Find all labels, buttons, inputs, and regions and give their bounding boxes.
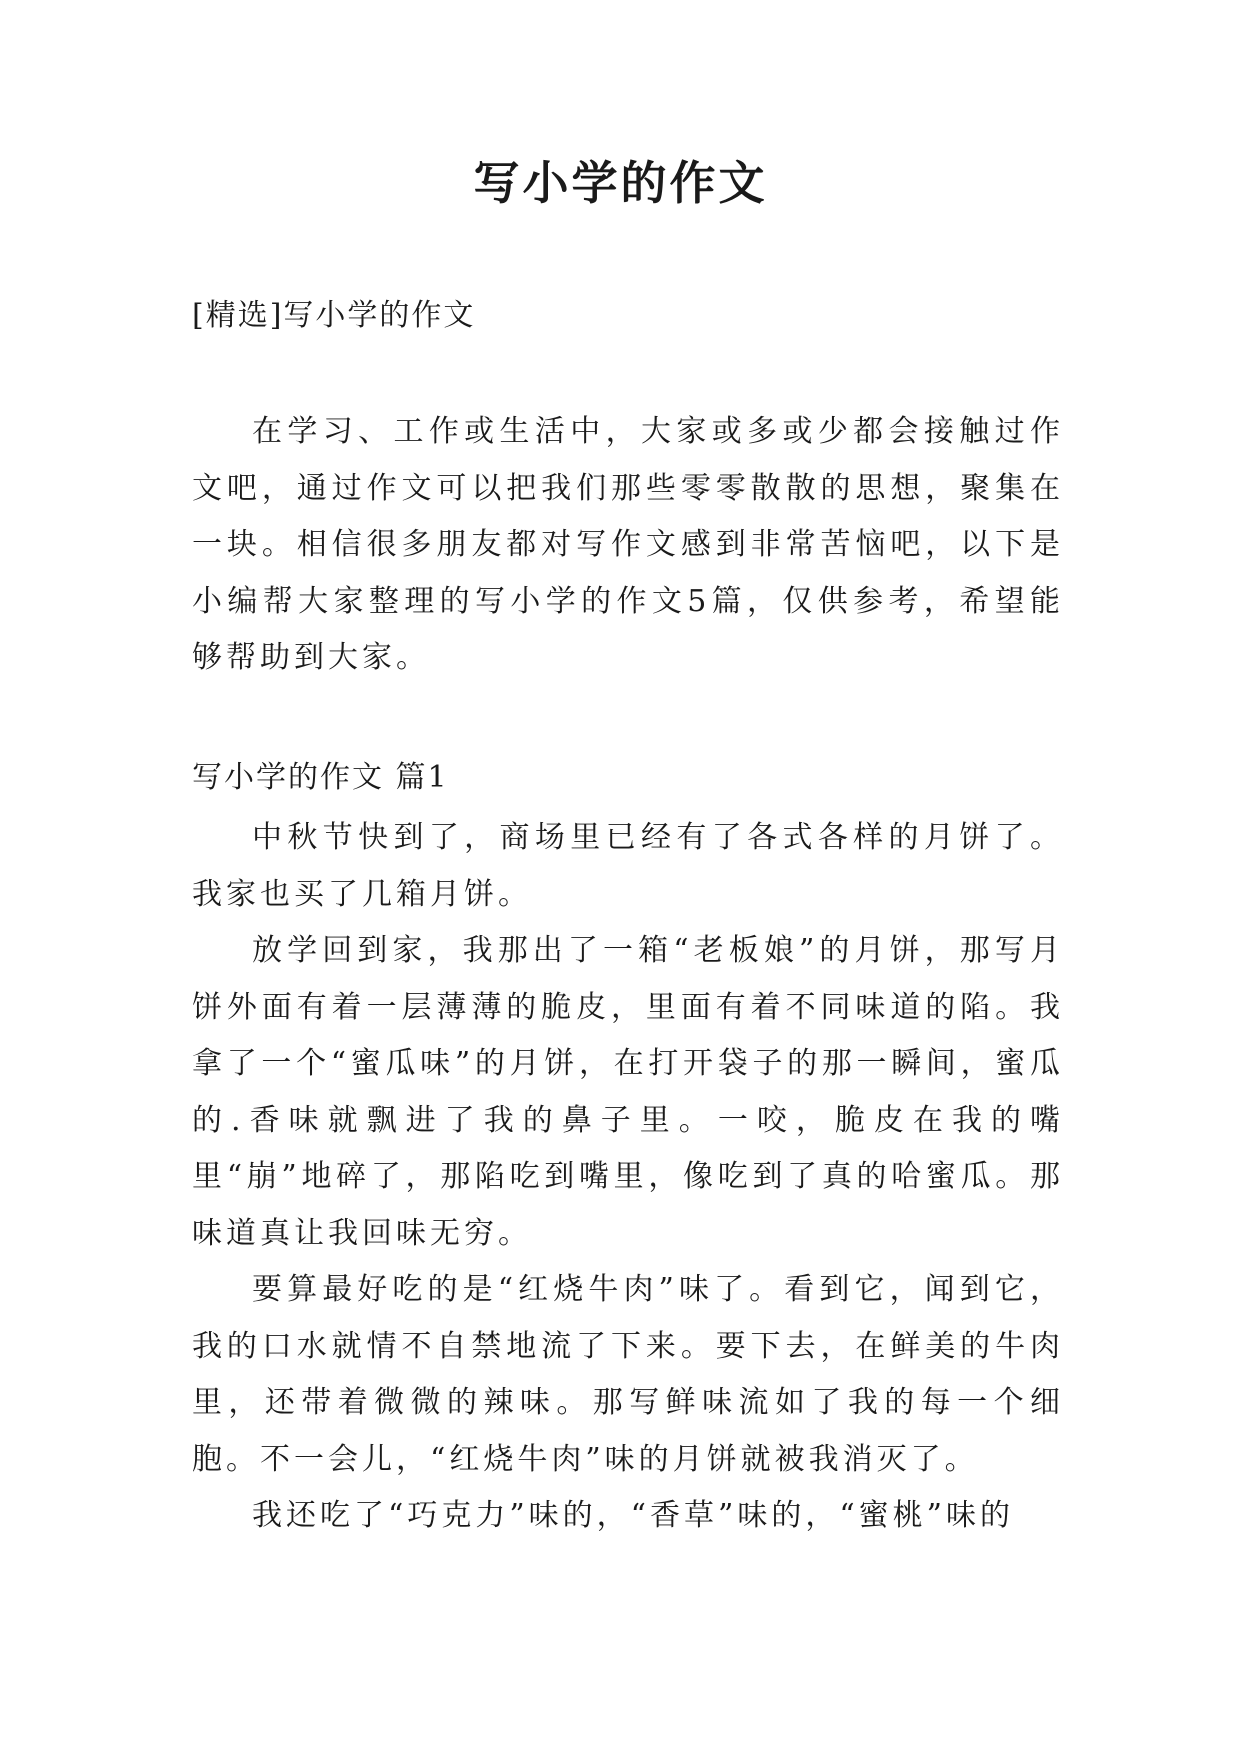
document-subtitle: [精选]写小学的作文 bbox=[192, 298, 476, 333]
intro-block bbox=[192, 404, 1064, 687]
essay-body bbox=[192, 810, 1064, 1545]
essay-paragraph: 中秋节快到了，商场里已经有了各式各样的月饼了。我家也买了几箱月饼。 bbox=[192, 820, 1064, 912]
essay-paragraph: 要算最好吃的是“红烧牛肉”味了。看到它，闻到它，我的口水就情不自禁地流了下来。要下去，在鲜美的牛肉里，还带着微微的辣味。那写鲜味流如了我的每一个细胞。不一会儿，“红烧牛肉”味的月饼就被我消灭了。 bbox=[192, 1272, 1064, 1477]
essay-paragraph: 我还吃了“巧克力”味的，“香草”味的，“蜜桃”味的 bbox=[252, 1498, 1015, 1533]
section-heading: 写小学的作文 篇1 bbox=[192, 760, 449, 795]
document-title: 写小学的作文 bbox=[473, 156, 768, 210]
intro-paragraph: 在学习、工作或生活中，大家或多或少都会接触过作文吧，通过作文可以把我们那些零零散散的思想，聚集在一块。相信很多朋友都对写作文感到非常苦恼吧，以下是小编帮大家整理的写小学的作文5篇，仅供参考，希望能够帮助到大家。 bbox=[192, 414, 1064, 675]
essay-paragraph: 放学回到家，我那出了一箱“老板娘”的月饼，那写月饼外面有着一层薄薄的脆皮，里面有着不同味道的陷。我拿了一个“蜜瓜味”的月饼，在打开袋子的那一瞬间，蜜瓜的.香味就飘进了我的鼻子里。一咬，脆皮在我的嘴里“崩”地碎了，那陷吃到嘴里，像吃到了真的哈蜜瓜。那味道真让我回味无穷。 bbox=[192, 933, 1064, 1251]
